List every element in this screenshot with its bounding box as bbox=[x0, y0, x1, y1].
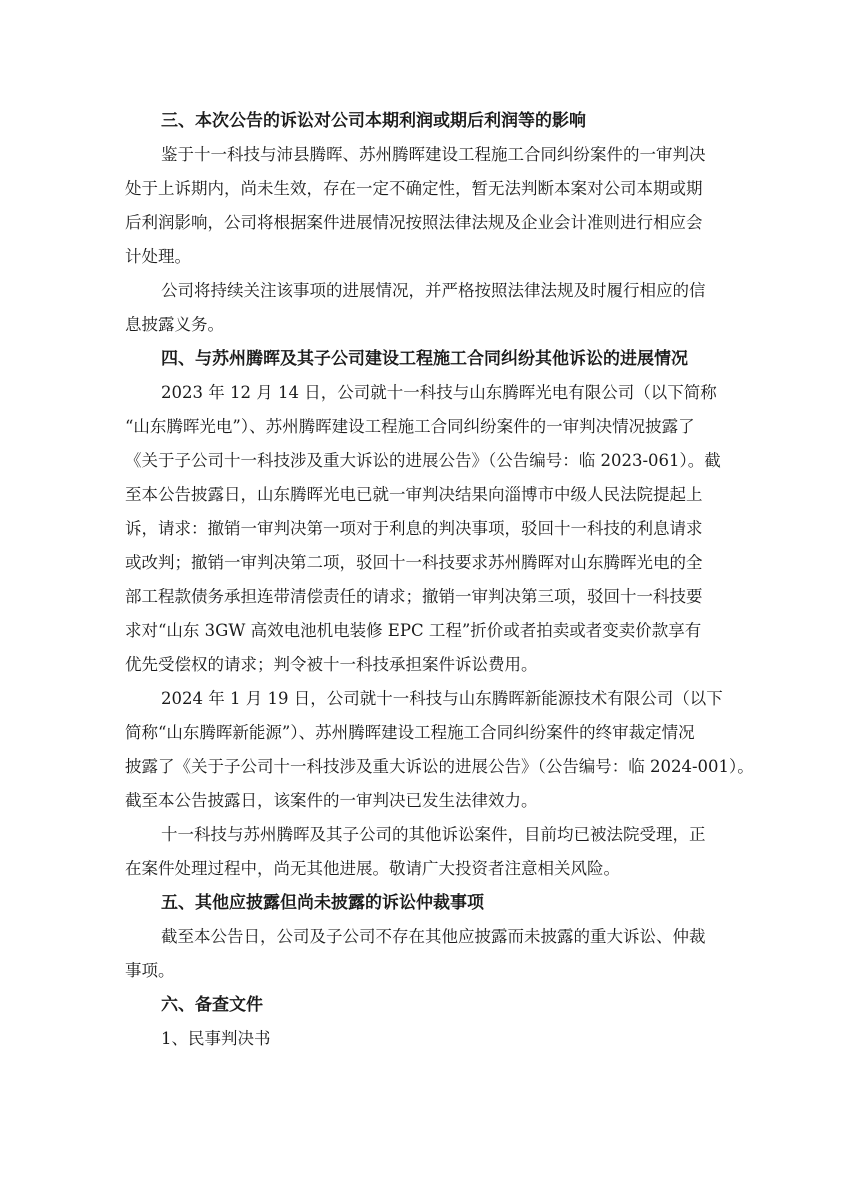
paragraph-line: 事项。 bbox=[125, 961, 175, 980]
paragraph-line: 优先受偿权的请求；判令被十一科技承担案件诉讼费用。 bbox=[125, 655, 538, 674]
section-heading: 六、备查文件 bbox=[161, 995, 263, 1015]
paragraph-line: 在案件处理过程中，尚无其他进展。敬请广大投资者注意相关风险。 bbox=[125, 859, 620, 878]
paragraph-line: 《关于子公司十一科技涉及重大诉讼的进展公告》（公告编号：临 2023-061）。截 bbox=[125, 451, 721, 470]
paragraph bbox=[125, 138, 725, 274]
section-heading: 三、本次公告的诉讼对公司本期利润或期后利润等的影响 bbox=[161, 111, 586, 131]
paragraph-line: 处于上诉期内，尚未生效，存在一定不确定性，暂无法判断本案对公司本期或期 bbox=[125, 179, 703, 198]
paragraph-line: 鉴于十一科技与沛县腾晖、苏州腾晖建设工程施工合同纠纷案件的一审判决 bbox=[161, 145, 706, 164]
paragraph-line: 简称“山东腾晖新能源”）、苏州腾晖建设工程施工合同纠纷案件的终审裁定情况 bbox=[125, 723, 695, 742]
document-body bbox=[125, 104, 754, 1056]
paragraph-line: 披露了《关于子公司十一科技涉及重大诉讼的进展公告》（公告编号：临 2024-001）。 bbox=[125, 757, 754, 776]
paragraph-line: 求对“山东 3GW 高效电池机电装修 EPC 工程”折价或者拍卖或者变卖价款享有 bbox=[125, 621, 702, 640]
paragraph bbox=[125, 682, 754, 818]
paragraph-line: “山东腾晖光电”）、苏州腾晖建设工程施工合同纠纷案件的一审判决情况披露了 bbox=[125, 417, 695, 436]
paragraph bbox=[125, 818, 725, 886]
document-page bbox=[125, 104, 754, 1056]
paragraph-line: 截至本公告披露日，该案件的一审判决已发生法律效力。 bbox=[125, 791, 538, 810]
paragraph bbox=[125, 920, 725, 988]
paragraph-line: 1、民事判决书 bbox=[161, 1029, 271, 1048]
paragraph-line: 部工程款债务承担连带清偿责任的请求；撤销一审判决第三项，驳回十一科技要 bbox=[125, 587, 703, 606]
paragraph-line: 2023 年 12 月 14 日，公司就十一科技与山东腾晖光电有限公司（以下简称 bbox=[161, 383, 717, 402]
paragraph bbox=[125, 376, 725, 682]
section-heading: 五、其他应披露但尚未披露的诉讼仲裁事项 bbox=[161, 893, 484, 913]
paragraph-line: 2024 年 1 月 19 日，公司就十一科技与山东腾晖新能源技术有限公司（以下 bbox=[161, 689, 723, 708]
paragraph-line: 计处理。 bbox=[125, 247, 191, 266]
paragraph-line: 公司将持续关注该事项的进展情况，并严格按照法律法规及时履行相应的信 bbox=[161, 281, 706, 300]
paragraph-line: 截至本公告日，公司及子公司不存在其他应披露而未披露的重大诉讼、仲裁 bbox=[161, 927, 706, 946]
paragraph-line: 息披露义务。 bbox=[125, 315, 224, 334]
paragraph-line: 或改判；撤销一审判决第二项，驳回十一科技要求苏州腾晖对山东腾晖光电的全 bbox=[125, 553, 703, 572]
section-heading: 四、与苏州腾晖及其子公司建设工程施工合同纠纷其他诉讼的进展情况 bbox=[161, 349, 688, 369]
paragraph-line: 诉，请求：撤销一审判决第一项对于利息的判决事项，驳回十一科技的利息请求 bbox=[125, 519, 703, 538]
paragraph bbox=[125, 274, 725, 342]
paragraph-line: 十一科技与苏州腾晖及其子公司的其他诉讼案件，目前均已被法院受理，正 bbox=[161, 825, 706, 844]
paragraph bbox=[125, 1022, 725, 1056]
paragraph-line: 至本公告披露日，山东腾晖光电已就一审判决结果向淄博市中级人民法院提起上 bbox=[125, 485, 703, 504]
paragraph-line: 后利润影响，公司将根据案件进展情况按照法律法规及企业会计准则进行相应会 bbox=[125, 213, 703, 232]
